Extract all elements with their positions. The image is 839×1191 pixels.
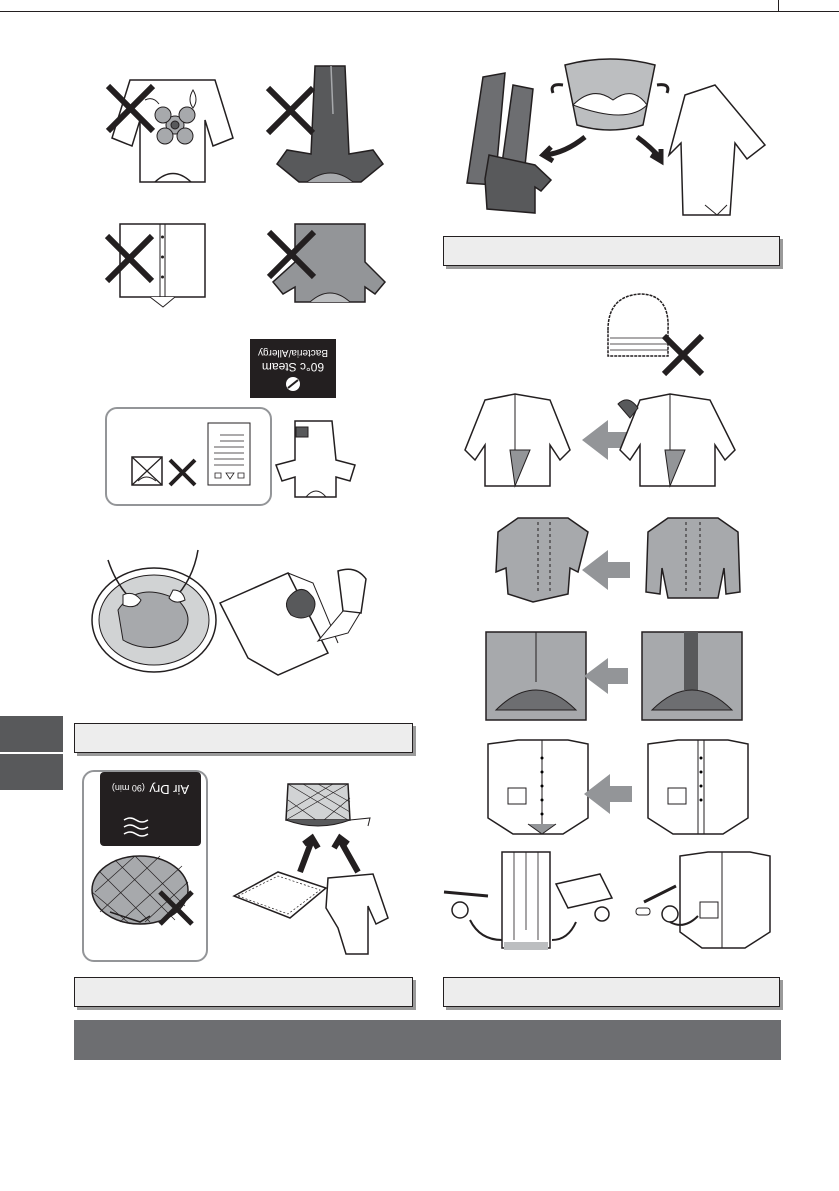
bacteria-icon bbox=[285, 376, 301, 392]
arrow-from-pocket-right bbox=[552, 922, 576, 940]
caption-bar-left-2 bbox=[74, 977, 413, 1007]
stain-treatment-illustration bbox=[218, 563, 388, 678]
laundry-net-illustration bbox=[228, 778, 398, 958]
sweater-pair-row bbox=[478, 512, 758, 612]
prohibited-cross bbox=[170, 460, 195, 485]
hand-wash-illustration bbox=[88, 540, 220, 680]
card-and-coin bbox=[556, 874, 612, 921]
top-rule bbox=[0, 11, 839, 12]
laundry-net-crossed bbox=[90, 852, 200, 927]
arrow-up-right bbox=[334, 838, 358, 872]
printed-shirt-illustration bbox=[105, 70, 240, 190]
air-dry-icon bbox=[122, 816, 158, 838]
top-crop-mark bbox=[778, 0, 779, 12]
no-tumble-dry-icon bbox=[132, 457, 162, 485]
inside-out-sweater bbox=[496, 518, 588, 602]
clean-jacket bbox=[465, 394, 570, 486]
leather-garment-illustration bbox=[265, 222, 390, 314]
steam-program-temp: 60°c Steam bbox=[261, 360, 325, 374]
sweater bbox=[646, 518, 740, 598]
nail-and-coin bbox=[444, 892, 488, 918]
trousers bbox=[642, 632, 742, 720]
brushed-jacket bbox=[618, 394, 735, 486]
buttoned-shirt bbox=[488, 740, 588, 834]
rubber-garment-illustration bbox=[265, 64, 390, 190]
shirt-buttons-pair-row bbox=[478, 738, 762, 838]
sorting-laundry-illustration bbox=[455, 55, 775, 220]
air-dry-time: (90 min) bbox=[111, 783, 145, 793]
arrow-to-light bbox=[637, 137, 661, 161]
side-tab-lower bbox=[0, 754, 63, 790]
shirt-lining-illustration bbox=[105, 222, 220, 312]
care-label-tag bbox=[208, 423, 250, 485]
laundry-net bbox=[286, 784, 370, 826]
trousers bbox=[467, 73, 551, 213]
light-shirt bbox=[669, 85, 765, 215]
steam-program-panel bbox=[250, 339, 336, 398]
prohibited-cross bbox=[268, 88, 313, 133]
inside-out-trousers bbox=[486, 632, 586, 720]
caption-bar-right-1 bbox=[443, 236, 780, 266]
steam-program-label: Bacteria/Allergy bbox=[257, 347, 329, 358]
big-left-arrow bbox=[584, 774, 632, 814]
shirt-with-pocket bbox=[680, 852, 770, 948]
pin-clip-coin bbox=[636, 886, 678, 922]
laundry-tub bbox=[552, 59, 668, 130]
handkerchief bbox=[234, 872, 326, 918]
big-left-arrow bbox=[582, 550, 630, 590]
garment-with-tag bbox=[276, 421, 355, 497]
detergent-bottle bbox=[318, 569, 366, 641]
arrow-up-left bbox=[300, 838, 318, 872]
big-left-arrow bbox=[584, 658, 628, 694]
caption-bar-left-1 bbox=[74, 723, 413, 753]
section-header-bar bbox=[74, 1020, 781, 1060]
care-label-content bbox=[110, 415, 365, 505]
arrow-from-pocket-left bbox=[470, 920, 502, 940]
trousers-pair-row bbox=[484, 630, 744, 722]
unbuttoned-shirt bbox=[648, 740, 748, 834]
empty-pockets-illustration bbox=[440, 850, 780, 962]
arrow-to-dark bbox=[543, 137, 585, 161]
knitted-hat-crossed bbox=[600, 290, 712, 380]
air-dry-label: Air Dry bbox=[149, 782, 190, 797]
prohibited-cross-dry bbox=[160, 812, 194, 846]
big-left-arrow bbox=[582, 420, 630, 460]
side-tab-upper bbox=[0, 716, 63, 752]
caption-bar-right-2 bbox=[443, 977, 780, 1007]
jacket-pair-row bbox=[470, 390, 760, 490]
small-shirt bbox=[326, 874, 388, 954]
trousers-with-pockets bbox=[502, 852, 550, 950]
